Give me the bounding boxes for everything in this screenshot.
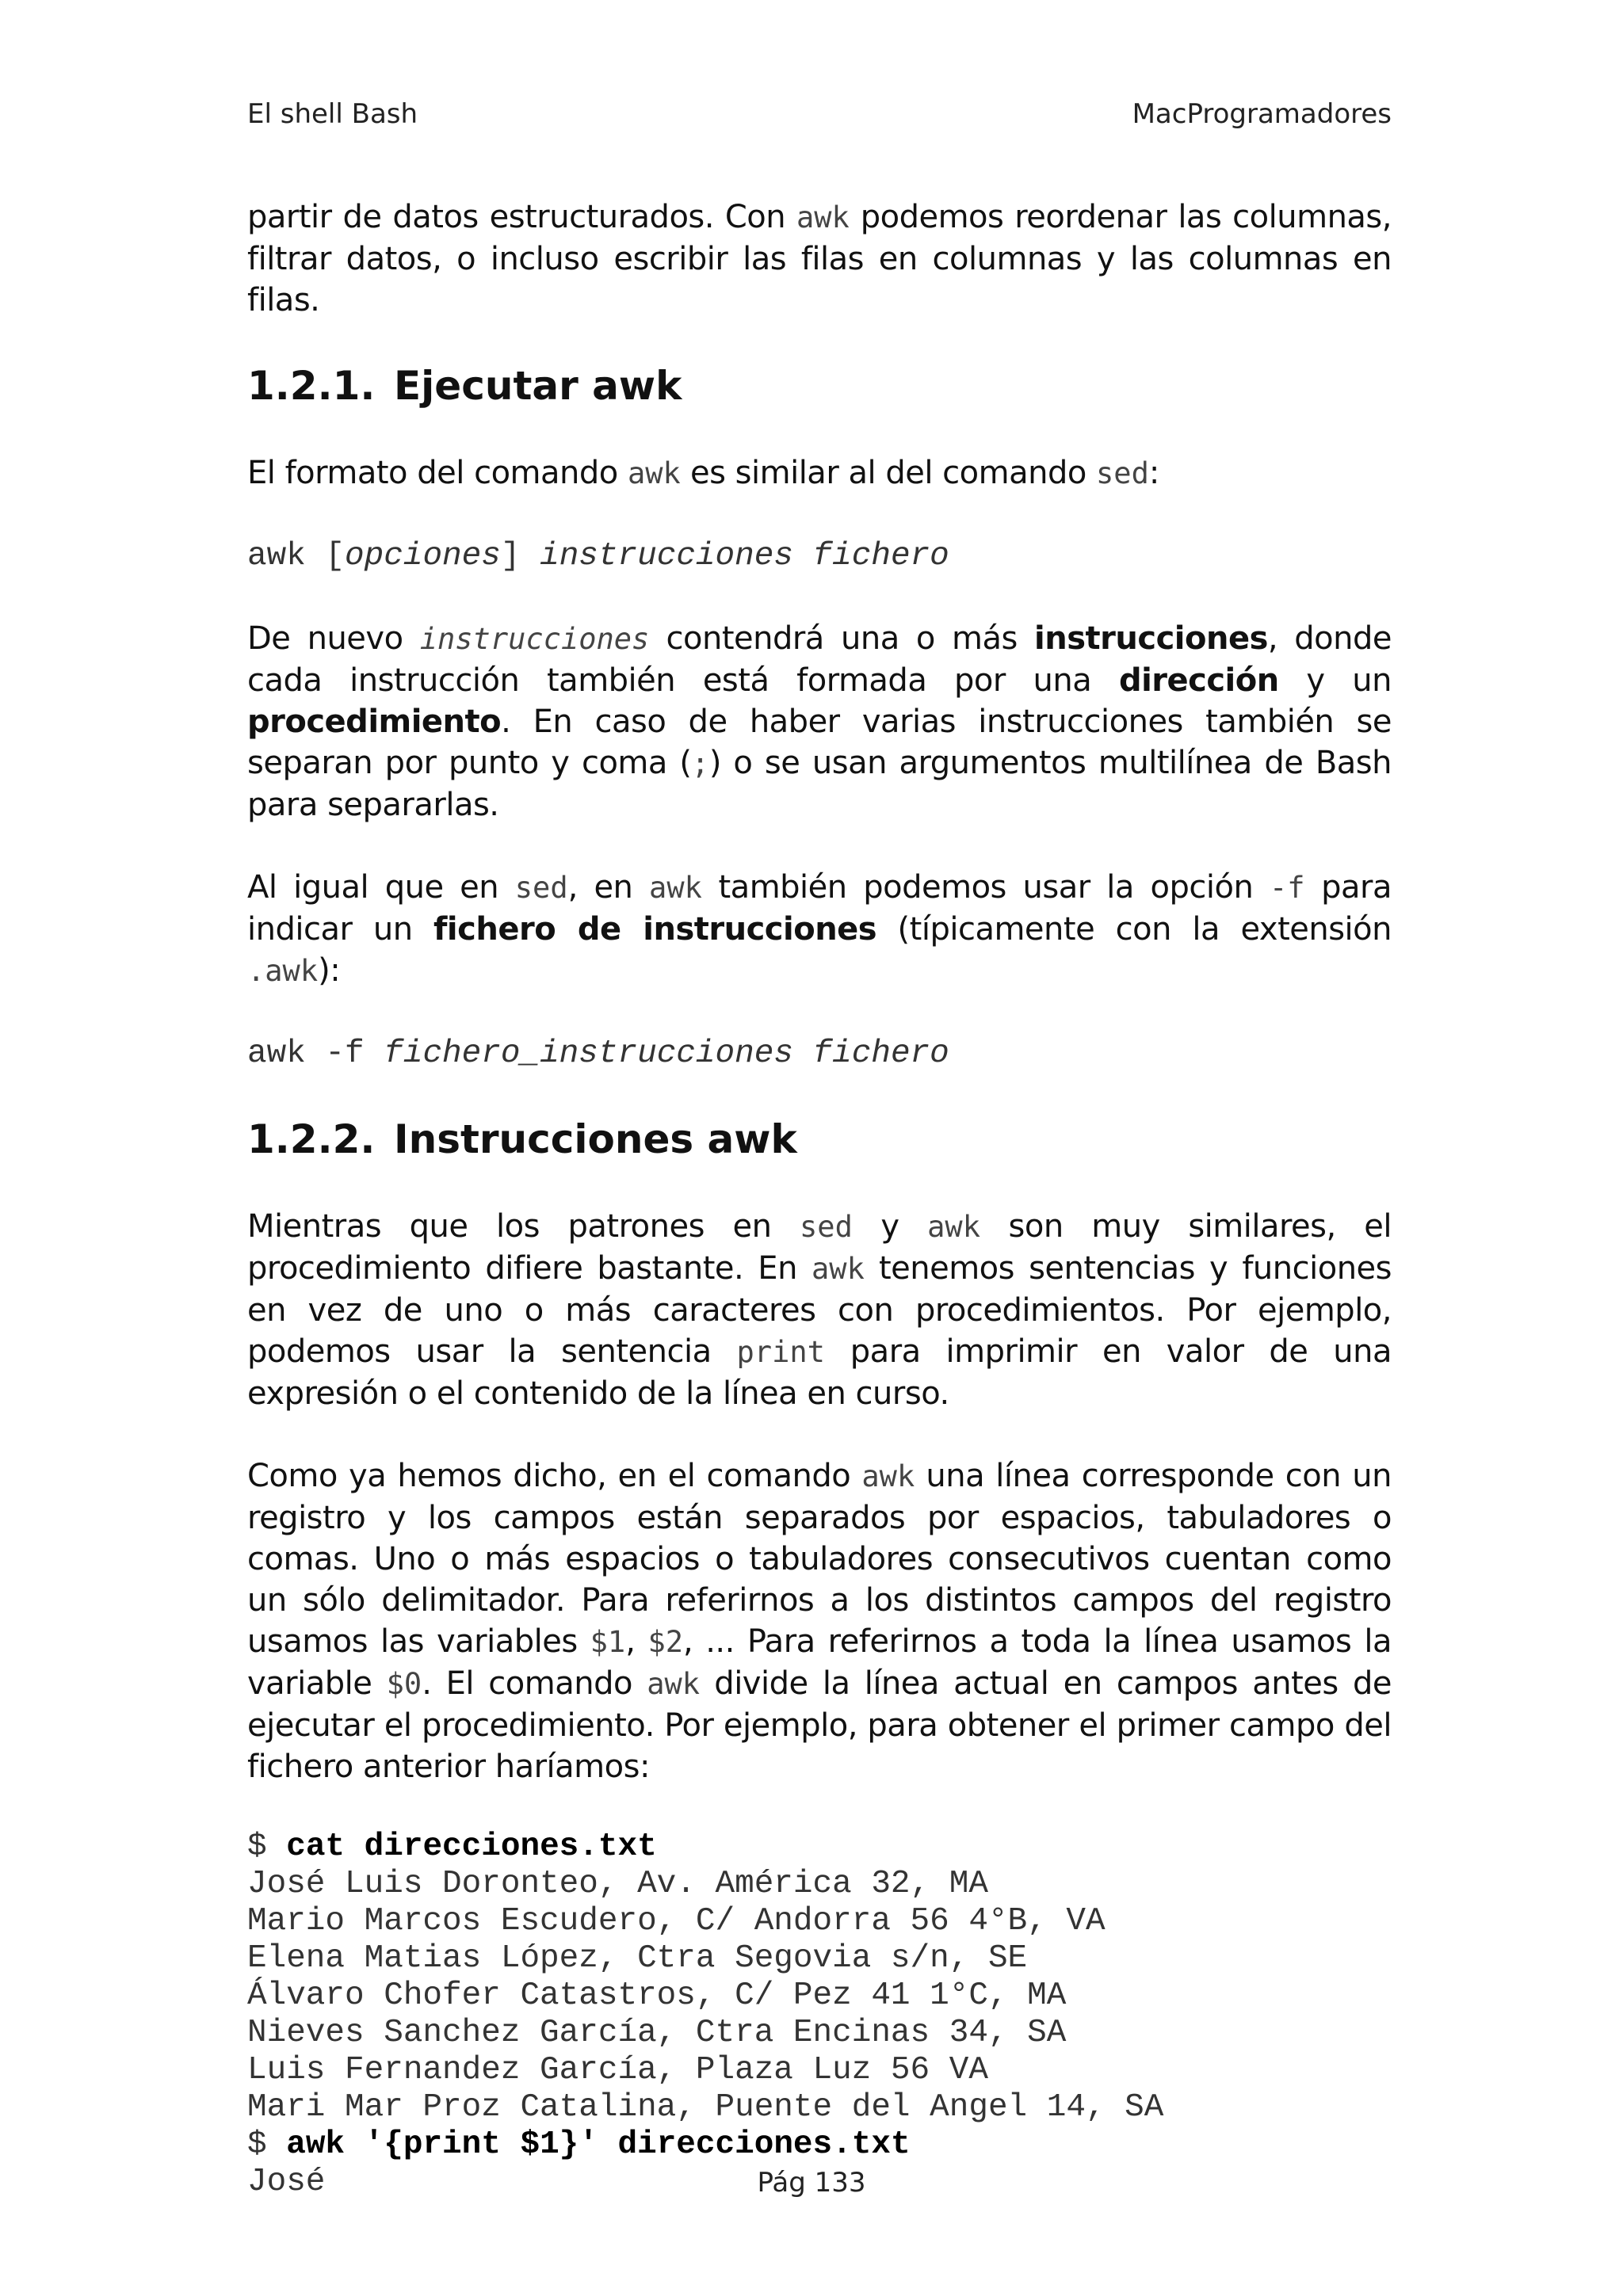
syntax-line: awk -f fichero_instrucciones fichero <box>247 1035 949 1072</box>
code-line: Mario Marcos Escudero, C/ Andorra 56 4°B, VA <box>247 1903 1106 1939</box>
section-heading-ejecutar-awk <box>247 362 1392 410</box>
page-header <box>247 98 1392 138</box>
intro-paragraph: partir de datos estructurados. Con awk podemos reordenar las columnas, filtrar datos, o incluso escribir las filas en columnas y las columnas en filas. <box>247 199 1392 318</box>
code-command: cat direcciones.txt <box>286 1829 657 1865</box>
section-title: Ejecutar awk <box>394 363 682 409</box>
section-number: 1.2.2. <box>247 1116 376 1162</box>
inline-code: awk <box>796 200 850 235</box>
code-command: awk '{print $1}' direcciones.txt <box>286 2126 911 2163</box>
paragraph: Como ya hemos dicho, en el comando awk una línea corresponde con un registro y los campos están separados por espacios, tabuladores o comas. Uno o más espacios o tabuladores consecutivos cuentan como un sólo delimitador. Para referirnos a los distintos campos del registro usamos las variables $1, $2, ... Para referirnos a toda la línea usamos la variable $0. El comando awk divide la línea actual en campos antes de ejecutar el procedimiento. Por ejemplo, para obtener el primer campo del fichero anterior haríamos: <box>247 1458 1392 1785</box>
code-line: Nieves Sanchez García, Ctra Encinas 34, SA <box>247 2015 1067 2051</box>
code-block: $ cat direcciones.txt José Luis Doronteo, Av. América 32, MA Mario Marcos Escudero, C/ Andorra 56 4°B, VA Elena Matias López, Ctra Segovia s/n, SE Álvaro Chofer Catastros, C/ Pez 41 1°C, MA Nieves Sanchez García, Ctra Encinas 34, SA Luis Fernandez García, Plaza Luz 56 VA Mari Mar Proz Catalina, Puente del Angel 14, SA $ awk '{print $1}' direcciones.txt José <box>247 1829 1164 2200</box>
paragraph: De nuevo instrucciones contendrá una o más instrucciones, donde cada instrucción también está formada por una dirección y un procedimiento. En caso de haber varias instrucciones también se separan por punto y coma (;) o se usan argumentos multilínea de Bash para separarlas. <box>247 620 1392 823</box>
page-content <box>247 196 1392 2201</box>
code-line: Elena Matias López, Ctra Segovia s/n, SE <box>247 1940 1028 1977</box>
code-line: Luis Fernandez García, Plaza Luz 56 VA <box>247 2052 988 2088</box>
paragraph: Al igual que en sed, en awk también podemos usar la opción -f para indicar un fichero de instrucciones (típicamente con la extensión .awk): <box>247 869 1392 989</box>
section-number: 1.2.1. <box>247 363 376 409</box>
code-line: Álvaro Chofer Catastros, C/ Pez 41 1°C, MA <box>247 1978 1067 2014</box>
page-number: Pág 133 <box>757 2167 866 2199</box>
code-line: José Luis Doronteo, Av. América 32, MA <box>247 1866 988 1902</box>
section-title: Instrucciones awk <box>394 1116 797 1162</box>
code-line: Mari Mar Proz Catalina, Puente del Angel 14, SA <box>247 2089 1164 2126</box>
header-book-title: El shell Bash <box>247 98 418 130</box>
syntax-line: awk [opciones] instrucciones fichero <box>247 538 949 574</box>
header-site-name: MacProgramadores <box>1132 98 1392 130</box>
paragraph: Mientras que los patrones en sed y awk son muy similares, el procedimiento difiere bastante. En awk tenemos sentencias y funciones en vez de uno o más caracteres con procedimientos. Por ejemplo, podemos usar la sentencia print para imprimir en valor de una expresión o el contenido de la línea en curso. <box>247 1208 1392 1412</box>
paragraph: El formato del comando awk es similar al del comando sed: <box>247 455 1159 491</box>
code-output: José <box>247 2164 326 2200</box>
section-heading-instrucciones-awk <box>247 1116 1392 1163</box>
